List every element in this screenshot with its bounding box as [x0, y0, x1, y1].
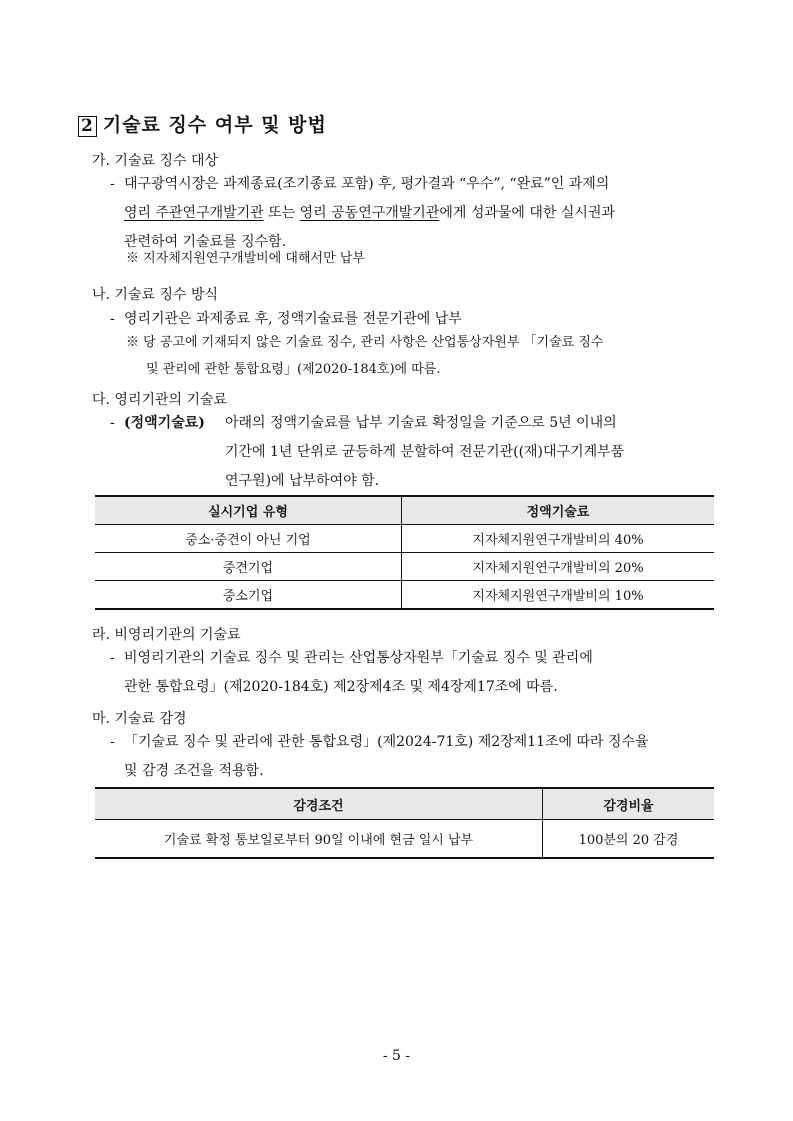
na-line-1: 영리기관은 과제종료 후, 정액기술료를 전문기관에 납부: [124, 311, 462, 327]
ma-paragraph: [110, 728, 649, 786]
table-cell: 중소·중견이 아닌 기업: [95, 525, 402, 553]
table-header-cell: 정액기술료: [402, 496, 715, 525]
table-header-cell: 실시기업 유형: [95, 496, 402, 525]
heading-ga: 가. 기술료 징수 대상: [92, 153, 218, 169]
ga-underline-1: 영리 주관연구개발기관: [124, 205, 264, 221]
da-dash: -: [110, 415, 115, 431]
ga-conj: 또는: [263, 205, 300, 221]
table-header-cell: 감경조건: [95, 788, 543, 820]
na-note-line-2: 및 관리에 관한 통합요령」(제2020-184호)에 따름.: [146, 362, 441, 377]
table-header-row: [95, 496, 714, 525]
heading-ma: 마. 기술료 감경: [92, 711, 187, 727]
ra-paragraph: [110, 644, 593, 702]
ga-line-1: 대구광역시장은 과제종료(조기종료 포함) 후, 평가결과 “우수”, “완료”인 과제의: [124, 176, 610, 192]
heading-da: 다. 영리기관의 기술료: [92, 392, 228, 408]
ma-line-1: 「기술료 징수 및 관리에 관한 통합요령」(제2024-71호) 제2장제11조에 따라 징수율: [124, 734, 649, 750]
na-dash: -: [110, 311, 115, 327]
table-cell: 100분의 20 감경: [543, 820, 715, 859]
section-title: [78, 110, 327, 137]
ga-dash: -: [110, 176, 115, 192]
table-header-cell: 감경비율: [543, 788, 715, 820]
section-title-text: 기술료 징수 여부 및 방법: [102, 114, 327, 136]
ga-paragraph: [110, 170, 730, 257]
table-cell: 지자체지원연구개발비의 40%: [402, 525, 715, 553]
ga-line-2-tail: 에게 성과물에 대한 실시권과: [439, 205, 615, 221]
section-number: 2: [78, 116, 97, 137]
table-row: [95, 525, 714, 553]
fixed-fee-table: [95, 495, 714, 610]
da-label: (정액기술료): [124, 415, 205, 431]
na-note-line-1: ※ 당 공고에 기재되지 않은 기술료 징수, 관리 사항은 산업통상자원부 「기술료 징수: [126, 335, 604, 350]
table-cell: 지자체지원연구개발비의 20%: [402, 553, 715, 581]
da-line-3: 연구원)에 납부하여야 함.: [225, 473, 380, 489]
ma-dash: -: [110, 734, 115, 750]
table-row: [95, 581, 714, 610]
ga-line-3: 관련하여 기술료를 징수함.: [124, 234, 287, 250]
da-line-2: 기간에 1년 단위로 균등하게 분할하여 전문기관((재)대구기계부품: [225, 444, 625, 460]
ra-dash: -: [110, 650, 115, 666]
ma-line-2: 및 감경 조건을 적용함.: [124, 763, 264, 779]
table-header-row: [95, 788, 714, 820]
table-cell: 지자체지원연구개발비의 10%: [402, 581, 715, 610]
ra-line-1: 비영리기관의 기술료 징수 및 관리는 산업통상자원부「기술료 징수 및 관리에: [124, 650, 593, 666]
table-row: [95, 553, 714, 581]
ra-line-2: 관한 통합요령」(제2020-184호) 제2장제4조 및 제4장제17조에 따름.: [124, 679, 558, 695]
ga-underline-2: 영리 공동연구개발기관: [299, 205, 440, 221]
page-number: - 5 -: [382, 1048, 411, 1064]
reduction-table: [95, 787, 714, 859]
ga-line-2: [124, 199, 730, 228]
table-cell: 기술료 확정 통보일로부터 90일 이내에 현금 일시 납부: [95, 820, 543, 859]
heading-ra: 라. 비영리기관의 기술료: [92, 627, 241, 643]
table-cell: 중소기업: [95, 581, 402, 610]
ga-note: ※ 지자체지원연구개발비에 대해서만 납부: [126, 251, 365, 266]
table-row: [95, 820, 714, 859]
heading-na: 나. 기술료 징수 방식: [92, 287, 218, 303]
table-cell: 중견기업: [95, 553, 402, 581]
na-note: [126, 329, 603, 383]
da-line-1: 아래의 정액기술료를 납부 기술료 확정일을 기준으로 5년 이내의: [225, 415, 617, 431]
